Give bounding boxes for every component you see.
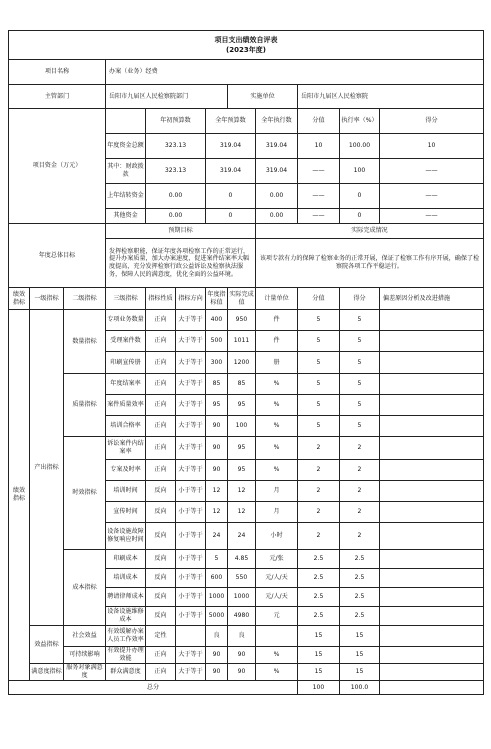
metric-actual: 4980 — [228, 607, 256, 626]
metric-dir: 小于等于 — [176, 502, 206, 523]
budget-header-got: 得分 — [380, 109, 484, 134]
budget-header-exec: 全年执行数 — [256, 109, 298, 134]
metric-actual: 12 — [228, 502, 256, 523]
metric-row — [9, 310, 484, 331]
metric-nature: 正向 — [146, 374, 176, 395]
level2-cell: 质量指标 — [64, 374, 106, 437]
budget-row-got: —— — [380, 184, 484, 209]
metric-got: 2.5 — [340, 550, 380, 569]
metric-target: 600 — [206, 569, 228, 588]
unit-value: 岳阳市九届区人民检察院 — [298, 85, 484, 109]
metric-target: 400 — [206, 310, 228, 331]
metric-unit: % — [256, 647, 298, 664]
metric-target: 5 — [206, 550, 228, 569]
budget-row-initial: 323.13 — [146, 134, 206, 159]
metric-dir: 大于等于 — [176, 331, 206, 352]
metric-row — [9, 664, 484, 681]
metric-got: 15 — [340, 626, 380, 647]
metric-dir — [176, 626, 206, 647]
total-remark — [380, 681, 484, 695]
level1-cell: 效益指标 — [30, 626, 64, 664]
goals-expected-label: 预期目标 — [106, 224, 256, 239]
metric-score: 2.5 — [298, 550, 340, 569]
metric-unit: % — [256, 460, 298, 481]
metric-target: 90 — [206, 437, 228, 460]
metric-target: 24 — [206, 523, 228, 550]
metric-target: 90 — [206, 460, 228, 481]
budget-row-name: 年度资金总额 — [106, 134, 146, 159]
document-year: (2023年度) — [226, 46, 266, 54]
metric-nature: 反向 — [146, 523, 176, 550]
metric-target: 5000 — [206, 607, 228, 626]
metric-dir: 小于等于 — [176, 523, 206, 550]
metric-target: 12 — [206, 502, 228, 523]
metric-remark — [380, 626, 484, 647]
metric-target: 良 — [206, 626, 228, 647]
metrics-header: 三级指标 — [106, 288, 146, 310]
level2-cell: 时效指标 — [64, 437, 106, 550]
metric-actual: 1000 — [228, 588, 256, 607]
budget-row-exec: 0.00 — [256, 209, 298, 224]
metric-remark — [380, 481, 484, 502]
metrics-header: 分值 — [298, 288, 340, 310]
metric-got: 2 — [340, 502, 380, 523]
metric-got: 15 — [340, 647, 380, 664]
metric-actual: 良 — [228, 626, 256, 647]
metric-nature: 正向 — [146, 664, 176, 681]
metric-nature: 正向 — [146, 395, 176, 416]
metric-row — [9, 437, 484, 460]
document-title: 项目支出绩效自评表 — [214, 36, 278, 44]
metric-name: 宣传时间 — [106, 502, 146, 523]
metric-row — [9, 374, 484, 395]
metric-name: 受理案件数 — [106, 331, 146, 352]
metric-score: 2 — [298, 460, 340, 481]
budget-row-exec: 319.04 — [256, 159, 298, 184]
metrics-header: 指标性质 — [146, 288, 176, 310]
budget-row-rate: 0 — [340, 209, 380, 224]
metric-got: 5 — [340, 310, 380, 331]
metric-score: 5 — [298, 395, 340, 416]
metric-nature: 反向 — [146, 481, 176, 502]
metric-remark — [380, 310, 484, 331]
metric-dir: 小于等于 — [176, 569, 206, 588]
metric-name: 印刷成本 — [106, 550, 146, 569]
metric-row — [9, 626, 484, 647]
metric-score: 5 — [298, 310, 340, 331]
unit-label: 实施单位 — [228, 85, 298, 109]
metric-name: 设备设施维修成本 — [106, 607, 146, 626]
metric-nature: 定性 — [146, 626, 176, 647]
metric-actual: 90 — [228, 664, 256, 681]
metric-remark — [380, 588, 484, 607]
metric-dir: 大于等于 — [176, 664, 206, 681]
metric-nature: 正向 — [146, 416, 176, 437]
budget-row-got: 10 — [380, 134, 484, 159]
budget-row-name: 其他资金 — [106, 209, 146, 224]
metric-name: 培训合格率 — [106, 416, 146, 437]
metric-remark — [380, 352, 484, 374]
metric-got: 2.5 — [340, 607, 380, 626]
metric-got: 5 — [340, 352, 380, 374]
metric-target: 300 — [206, 352, 228, 374]
budget-header-initial: 年初预算数 — [146, 109, 206, 134]
budget-row-full: 0 — [206, 184, 256, 209]
metric-got: 2 — [340, 523, 380, 550]
budget-row-score: 10 — [298, 134, 340, 159]
metric-unit: 册 — [256, 352, 298, 374]
budget-header-blank — [106, 109, 146, 134]
metric-unit: 元/张 — [256, 550, 298, 569]
metric-score: 2 — [298, 481, 340, 502]
metric-actual: 550 — [228, 569, 256, 588]
metric-dir: 小于等于 — [176, 588, 206, 607]
metric-name: 有效提升办理效能 — [107, 647, 144, 662]
budget-row-got: —— — [380, 209, 484, 224]
metric-score: 2 — [298, 523, 340, 550]
metric-score: 5 — [298, 374, 340, 395]
metric-target: 12 — [206, 481, 228, 502]
metric-nature: 反向 — [146, 607, 176, 626]
level1-cell: 产出指标 — [30, 310, 64, 626]
metric-got: 5 — [340, 374, 380, 395]
metric-got: 2.5 — [340, 569, 380, 588]
budget-row-full: 319.04 — [206, 159, 256, 184]
metric-name: 设备设施故障修复响应时间 — [106, 523, 146, 550]
metric-remark — [380, 395, 484, 416]
metric-got: 2 — [340, 460, 380, 481]
table-title — [9, 31, 484, 60]
budget-label: 项目资金（万元） — [9, 109, 106, 224]
metric-dir: 大于等于 — [176, 395, 206, 416]
metrics-header: 年度指标值 — [206, 288, 228, 310]
metric-score: 15 — [298, 647, 340, 664]
metric-name: 群众满意度 — [106, 664, 146, 681]
budget-row-got: —— — [380, 159, 484, 184]
metric-name: 培训时间 — [106, 481, 146, 502]
metric-actual: 24 — [228, 523, 256, 550]
metric-got: 5 — [340, 395, 380, 416]
metric-nature: 反向 — [146, 502, 176, 523]
metric-got: 2 — [340, 481, 380, 502]
metrics-header: 绩效指标 — [9, 288, 30, 310]
metric-dir: 大于等于 — [176, 460, 206, 481]
metric-actual: 95 — [228, 460, 256, 481]
metric-unit: 元/人/天 — [256, 588, 298, 607]
budget-row-exec: 0.00 — [256, 184, 298, 209]
metric-unit: 元 — [256, 607, 298, 626]
goals-actual-text: 该项专款有力的保障了检察业务的正常开展，保证了检察工作有序开展，确保了检察院各项工作平稳运行。 — [256, 239, 484, 288]
metric-nature: 正向 — [146, 310, 176, 331]
budget-header-full: 全年预算数 — [206, 109, 256, 134]
metrics-header: 计量单位 — [256, 288, 298, 310]
metric-target: 500 — [206, 331, 228, 352]
metrics-header: 得分 — [340, 288, 380, 310]
metric-name: 专项业务数量 — [106, 310, 146, 331]
level2-cell: 服务对象满意度 — [64, 664, 106, 681]
total-label: 总分 — [9, 681, 298, 695]
goals-actual-label: 实际完成情况 — [256, 224, 484, 239]
metric-target: 90 — [206, 416, 228, 437]
metric-score: 15 — [298, 664, 340, 681]
metric-score: 2.5 — [298, 607, 340, 626]
level2-cell: 社会效益 — [64, 626, 106, 647]
metric-score: 5 — [298, 416, 340, 437]
level2-cell: 可持续影响 — [64, 647, 106, 664]
metric-unit: % — [256, 374, 298, 395]
metric-score: 5 — [298, 352, 340, 374]
metric-nature: 正向 — [146, 460, 176, 481]
level1-cell: 满意度指标 — [30, 664, 64, 681]
level2-cell: 数量指标 — [64, 310, 106, 374]
metrics-body — [9, 310, 484, 681]
metric-got: 5 — [340, 331, 380, 352]
metric-dir: 小于等于 — [176, 607, 206, 626]
metric-score: 2.5 — [298, 588, 340, 607]
metric-dir: 大于等于 — [176, 310, 206, 331]
metric-target: 85 — [206, 374, 228, 395]
project-name-label: 项目名称 — [9, 60, 106, 85]
metric-actual: 1011 — [228, 331, 256, 352]
metric-nature: 反向 — [146, 550, 176, 569]
goals-expected-text: 发挥检察职能，保证年度各项检察工作的正常运行，提升办案质量，加大办案速度，促进案件结案率大幅度提高，充分发挥检察行政公益诉讼及检察执法服务，保障人民的满意度，优化全面的公益环境。 — [106, 239, 256, 288]
budget-row-score: —— — [298, 159, 340, 184]
metric-name: 年度结案率 — [106, 374, 146, 395]
metrics-header: 一级指标 — [30, 288, 64, 310]
metrics-header: 指标方向 — [176, 288, 206, 310]
metric-dir: 大于等于 — [176, 352, 206, 374]
budget-row-initial: 0.00 — [146, 184, 206, 209]
metric-unit: 件 — [256, 310, 298, 331]
evaluation-table — [8, 30, 484, 695]
metric-target: 90 — [206, 647, 228, 664]
metric-remark — [380, 437, 484, 460]
metric-target: 90 — [206, 664, 228, 681]
metric-row — [9, 647, 484, 664]
metric-dir: 大于等于 — [176, 416, 206, 437]
budget-row-rate: 100 — [340, 159, 380, 184]
metrics-header: 实际完成值 — [228, 288, 256, 310]
project-name-value: 办案（业务）经费 — [106, 60, 484, 85]
metric-actual: 95 — [228, 395, 256, 416]
metric-unit — [256, 626, 298, 647]
metric-nature: 反向 — [146, 588, 176, 607]
budget-row-name: 上年结转资金 — [106, 184, 146, 209]
metric-got: 2 — [340, 437, 380, 460]
metric-remark — [380, 502, 484, 523]
budget-row-initial: 0.00 — [146, 209, 206, 224]
metric-score: 2.5 — [298, 569, 340, 588]
budget-row-exec: 319.04 — [256, 134, 298, 159]
total-score: 100 — [298, 681, 340, 695]
metric-remark — [380, 523, 484, 550]
metric-dir: 大于等于 — [176, 647, 206, 664]
budget-header-score: 分值 — [298, 109, 340, 134]
metrics-header: 二级指标 — [64, 288, 106, 310]
metric-unit: % — [256, 664, 298, 681]
metric-remark — [380, 569, 484, 588]
metric-dir: 小于等于 — [176, 481, 206, 502]
metric-got: 2.5 — [340, 588, 380, 607]
metric-unit: % — [256, 395, 298, 416]
budget-row-initial: 323.13 — [146, 159, 206, 184]
metric-name: 有效缓解办案人员工作效率 — [106, 626, 146, 647]
metric-remark — [380, 416, 484, 437]
metric-unit: % — [256, 416, 298, 437]
metric-target: 95 — [206, 395, 228, 416]
metric-target: 1000 — [206, 588, 228, 607]
budget-header-rate: 执行率（%） — [340, 109, 380, 134]
metric-name: 专案及时率 — [106, 460, 146, 481]
evaluation-document — [8, 30, 484, 695]
metric-name: 培训成本 — [106, 569, 146, 588]
metric-score: 2 — [298, 437, 340, 460]
metric-dir: 大于等于 — [176, 437, 206, 460]
metric-remark — [380, 607, 484, 626]
metric-nature: 正向 — [146, 437, 176, 460]
metric-unit: 月 — [256, 502, 298, 523]
metric-actual: 1200 — [228, 352, 256, 374]
metric-remark — [380, 647, 484, 664]
metric-nature: 正向 — [146, 331, 176, 352]
total-got: 100.0 — [340, 681, 380, 695]
budget-row-rate: 100.00 — [340, 134, 380, 159]
budget-row-rate: 0 — [340, 184, 380, 209]
metric-dir: 小于等于 — [176, 550, 206, 569]
metric-unit: 小时 — [256, 523, 298, 550]
metric-remark — [380, 460, 484, 481]
metric-actual: 4.85 — [228, 550, 256, 569]
metric-remark — [380, 664, 484, 681]
budget-row-full: 319.04 — [206, 134, 256, 159]
metric-actual: 100 — [228, 416, 256, 437]
metric-unit: % — [256, 437, 298, 460]
metrics-column-label: 绩效指标 — [9, 310, 30, 681]
metric-name: 聘请律师成本 — [106, 588, 146, 607]
dept-value: 岳阳市九届区人民检察院部门 — [106, 85, 228, 109]
metric-unit: 元/人/天 — [256, 569, 298, 588]
metric-nature: 正向 — [146, 647, 176, 664]
metric-remark — [380, 374, 484, 395]
metric-score: 2 — [298, 502, 340, 523]
metric-actual: 90 — [228, 647, 256, 664]
metric-score: 5 — [298, 331, 340, 352]
metric-actual: 950 — [228, 310, 256, 331]
metrics-header: 偏差原因分析及改进措施 — [380, 288, 484, 310]
metric-got: 15 — [340, 664, 380, 681]
goals-label: 年度总体目标 — [9, 224, 106, 288]
budget-row-name: 其中：财政拨款 — [106, 159, 146, 184]
metric-remark — [380, 331, 484, 352]
metric-dir: 大于等于 — [176, 374, 206, 395]
metric-score: 15 — [298, 626, 340, 647]
metric-got: 5 — [340, 416, 380, 437]
metric-row — [9, 550, 484, 569]
metric-nature: 反向 — [146, 569, 176, 588]
budget-row-score: —— — [298, 184, 340, 209]
dept-label: 主管部门 — [9, 85, 106, 109]
metric-name: 诉讼案件内结案率 — [106, 437, 146, 460]
budget-row-full: 0 — [206, 209, 256, 224]
level2-cell: 成本指标 — [64, 550, 106, 626]
metric-name: 印刷宣传册 — [106, 352, 146, 374]
metric-nature: 正向 — [146, 352, 176, 374]
budget-row-score: —— — [298, 209, 340, 224]
metric-unit: 月 — [256, 481, 298, 502]
metric-actual: 85 — [228, 374, 256, 395]
metric-actual: 95 — [228, 437, 256, 460]
metric-name: 案件质量效率 — [106, 395, 146, 416]
metric-remark — [380, 550, 484, 569]
metric-actual: 12 — [228, 481, 256, 502]
metric-unit: 件 — [256, 331, 298, 352]
